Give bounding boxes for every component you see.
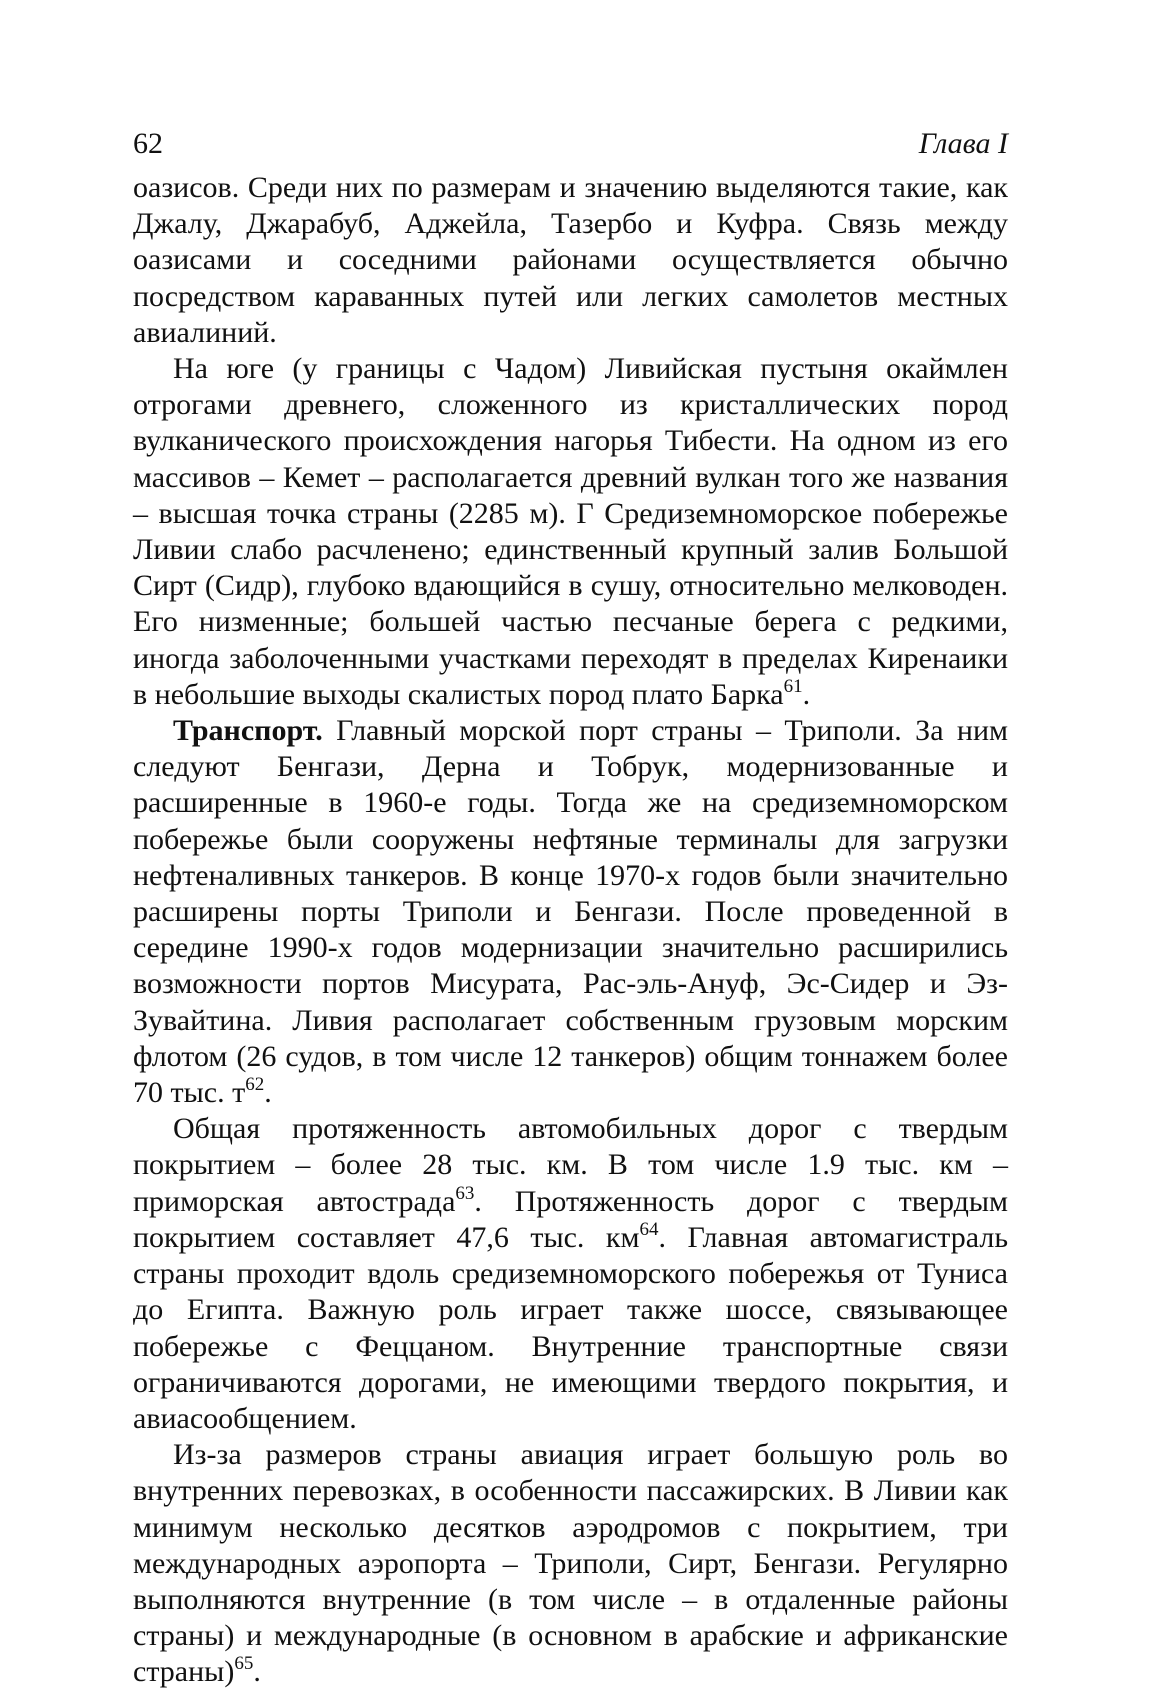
section-lead-transport: Транспорт. (173, 714, 323, 748)
paragraph-text: Общая протяженность автомобильных дорог с твердым покрытием – более 28 тыс. км. В том числе 1.9 тыс. км – приморская автострада (133, 1112, 1008, 1218)
page-number: 62 (133, 127, 163, 160)
paragraph-text-end: . (264, 1076, 272, 1110)
paragraph-transport-air (133, 1437, 1008, 1690)
paragraph-text-middle: . Протяженность дорог с твердым покрытием составляет 47,6 тыс. км (133, 1184, 1009, 1254)
footnote-ref: 63 (455, 1182, 475, 1204)
page-header (133, 126, 1008, 170)
paragraph-transport-roads (133, 1111, 1008, 1437)
footnote-ref: 61 (783, 675, 803, 697)
footnote-ref: 65 (234, 1653, 254, 1675)
paragraph-text: Из-за размеров страны авиация играет большую роль во внутренних перевозках, в особенности пассажирских. В Ливии как минимум несколько десятков аэродромов с покрытием, три международных аэропорта – Триполи, Сирт, Бенгази. Регулярно выполняются внутренние (в том числе – в отдаленные районы страны) и международные (в основном в арабские и африканские страны) (133, 1438, 1008, 1689)
paragraph-south-coast (133, 351, 1008, 713)
paragraph-text-end: . (253, 1655, 261, 1689)
book-page (133, 126, 1008, 1691)
body-text (133, 170, 1008, 1691)
footnote-ref: 62 (245, 1074, 265, 1096)
paragraph-text-end: . Главная автомагистраль страны проходит вдоль средиземноморского побережья от Туниса до Египта. Важную роль играет также шоссе, связывающее побережье с Феццаном. Внутренние транспортные связи ограничиваются дорогами, не имеющими твердого покрытия, и авиасообщением. (133, 1220, 1008, 1435)
paragraph-text-end: . (802, 677, 811, 711)
paragraph-text: оазисов. Среди них по размерам и значению выделяются такие, как Джалу, Джарабуб, Аджейла, Тазербо и Куфра. Связь между оазисами и соседними районами осуществляется обычно посредством караванных путей или легких самолетов местных авиалиний. (133, 171, 1008, 349)
paragraph-oases (133, 170, 1008, 351)
running-head-chapter: Глава I (918, 127, 1008, 160)
paragraph-text: На юге (у границы с Чадом) Ливийская пустыня окаймлен отрогами древнего, сложенного из кристаллических пород вулканического происхождения нагорья Тибести. На одном из его массивов – Кемет – располагается древний вулкан того же названия – высшая точка страны (2285 м). Г Средиземноморское побережье Ливии слабо расчленено; единственный крупный залив Большой Сирт (Сидр), глубоко вдающийся в сушу, относительно мелководен. Его низменные; большей частью песчаные берега с редкими, иногда заболоченными участками переходят в пределах Киренаики в небольшие выходы скалистых пород плато Барка (133, 352, 1008, 711)
paragraph-text: Главный морской порт страны – Триполи. За ним следуют Бенгази, Дерна и Тобрук, модернизованные и расширенные в 1960-е годы. Тогда же на средиземноморском побережье были сооружены нефтяные терминалы для загрузки нефтеналивных танкеров. В конце 1970-х годов были значительно расширены порты Триполи и Бенгази. После проведенной в середине 1990-х годов модернизации значительно расширились возможности портов Мисурата, Рас-эль-Ануф, Эс-Сидер и Эз-Зувайтина. Ливия располагает собственным грузовым морским флотом (26 судов, в том числе 12 танкеров) общим тоннажем более 70 тыс. т (133, 714, 1008, 1110)
paragraph-transport-sea (133, 713, 1008, 1111)
footnote-ref: 64 (639, 1218, 659, 1240)
